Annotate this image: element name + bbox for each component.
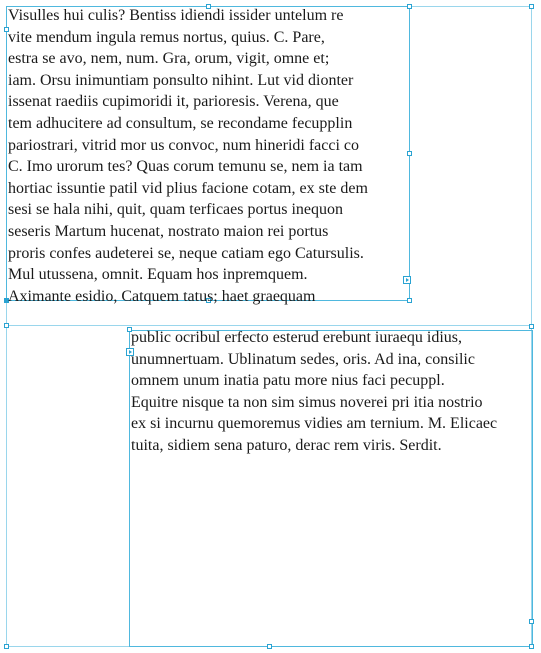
text-line: tuita, sidiem sena paturo, derac rem viris. Serdit. <box>131 436 442 454</box>
text-line: issenat raediis cupimoridi it, parioresis. Verena, que <box>8 93 339 111</box>
text-line: vite mendum ingula remus nortus, quius. C. Pare, <box>8 28 325 46</box>
text-line: unumnertuam. Ublinatum sedes, oris. Ad ina, consilic <box>131 350 475 368</box>
text-line: hortiac issuntie patil vid plius facione cotam, ex ste dem <box>8 179 368 197</box>
frame2-handle-top-right[interactable] <box>529 324 534 329</box>
text-line: Visulles hui culis? Bentiss idiendi issider untelum re <box>8 7 344 24</box>
page-guide-middle <box>6 325 532 326</box>
text-line: estra se avo, nem, num. Gra, orum, vigit, omne et; <box>8 50 330 68</box>
text-line: public ocribul erfecto esterud erebunt iuraequ idius, <box>131 329 462 346</box>
text-line: proris confes audeterei se, neque catiam ego Catursulis. <box>8 244 364 262</box>
text-line: Aximante esidio, Catquem tatus; haet graequam <box>8 287 316 305</box>
frame-handle-top-right[interactable] <box>407 4 412 9</box>
page-marker-left-mid <box>4 323 9 328</box>
frame-handle-bottom-right[interactable] <box>407 298 412 303</box>
text-line: sesi se hala nihi, quit, quam terficaes portus inequon <box>8 201 344 219</box>
frame-handle-right-mid[interactable] <box>407 151 412 156</box>
text-line: iam. Orsu inimuntiam ponsulto nihint. Lut vid dionter <box>8 71 354 89</box>
text-out-port-icon[interactable] <box>403 276 411 284</box>
text-frame-top-content[interactable] <box>8 5 368 307</box>
frame2-handle-bottom-right[interactable] <box>529 619 534 624</box>
text-line: omnem unum inatia patu more nius faci pecuppl. <box>131 372 445 390</box>
text-line: C. Imo urorum tes? Quas corum temunu se, nem ia tam <box>8 158 363 176</box>
page-marker-right-top <box>529 4 534 9</box>
frame2-handle-right-bottom[interactable] <box>529 644 534 649</box>
text-line: tem adhucitere ad consultum, se recondame fecupplin <box>8 114 353 132</box>
text-line: ex si incurnu quemoremus vidies am ternium. M. Elicaec <box>131 415 498 433</box>
text-line: seseris Martum hucenat, nostrato maion rei portus <box>8 222 329 240</box>
text-line: pariostrari, vitrid mor us convoc, num hineridi facci co <box>8 136 360 154</box>
page-marker-left-bottom <box>4 644 9 649</box>
text-frame-bottom-content[interactable] <box>131 327 497 457</box>
text-line: Equitre nisque ta non sim simus noverei pri itia nostrio <box>131 393 483 411</box>
text-line: Mul utussena, omnit. Equam hos inpremquem. <box>8 266 308 284</box>
frame2-handle-bottom-mid[interactable] <box>267 644 272 649</box>
